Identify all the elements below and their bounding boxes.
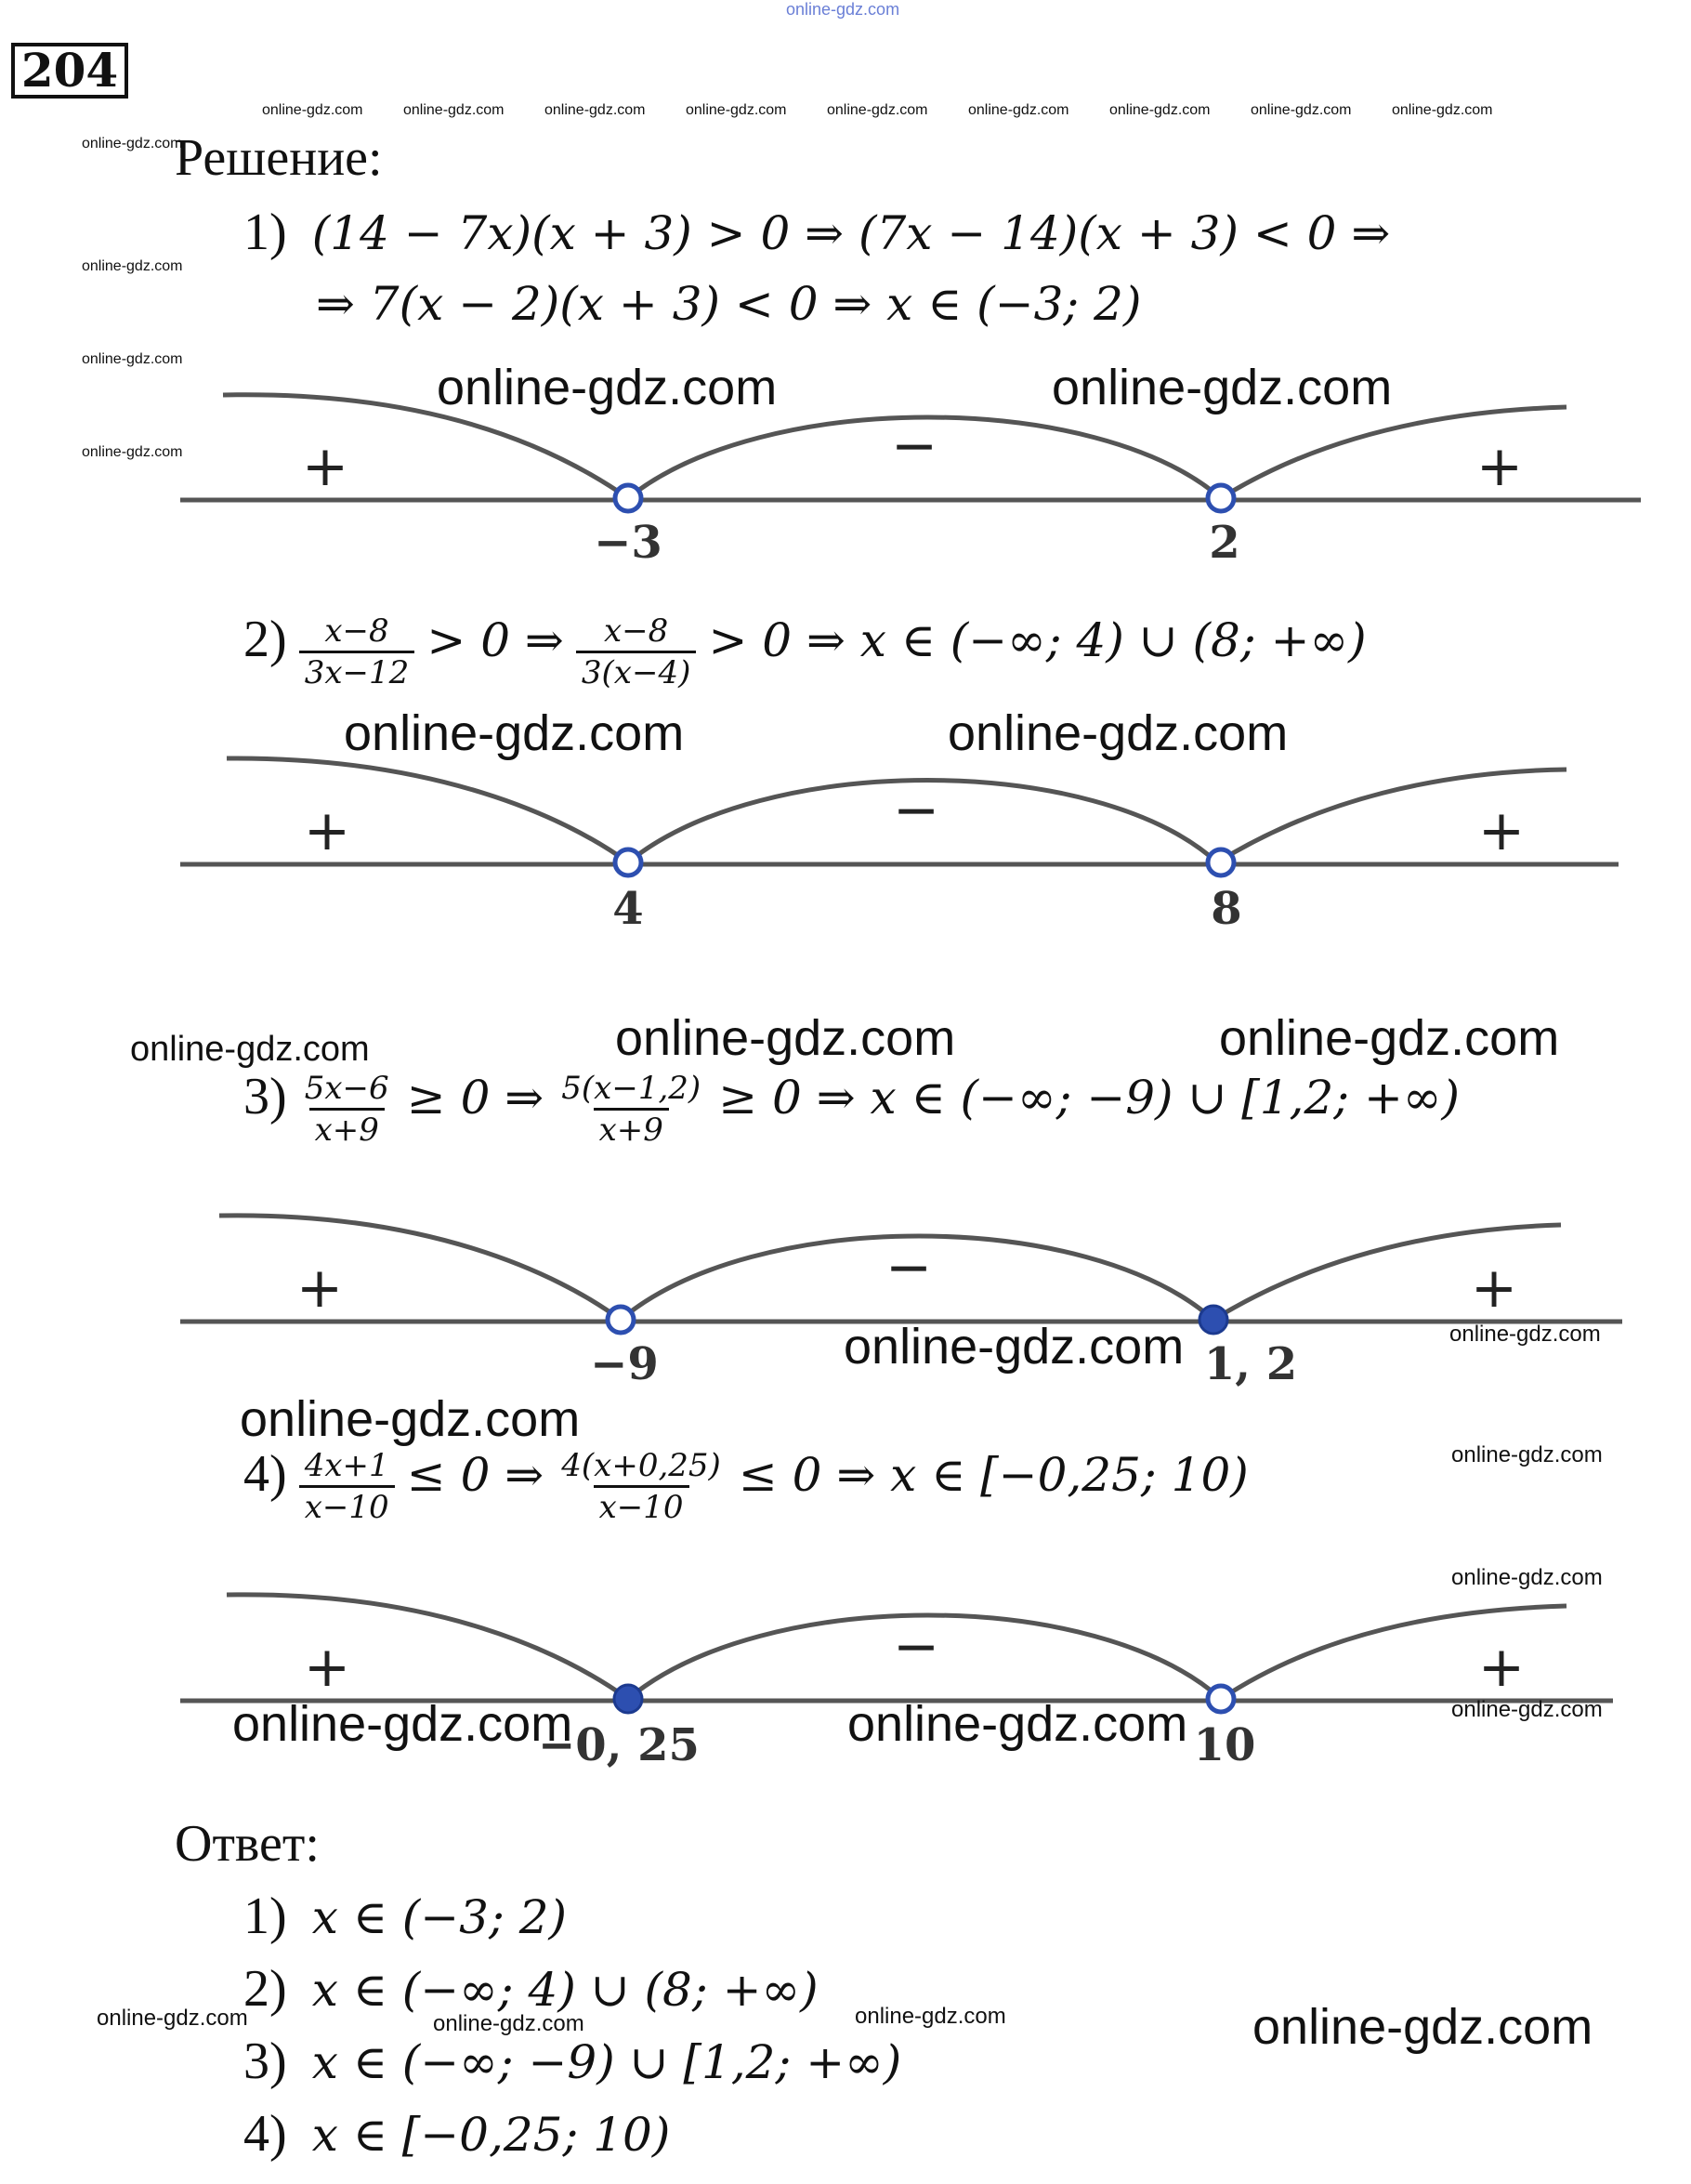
item-index: 2) xyxy=(243,611,287,668)
watermark: online-gdz.com xyxy=(82,136,183,151)
answer-2 xyxy=(243,1959,819,2019)
watermark: online-gdz.com xyxy=(437,360,778,415)
point-label: −3 xyxy=(594,517,662,569)
answer-text: x ∈ [−0,25; 10) xyxy=(311,2108,671,2162)
item-index: 1) xyxy=(243,204,287,261)
fraction xyxy=(299,1069,395,1150)
answer-index: 1) xyxy=(243,1888,287,1945)
sign-label: − xyxy=(892,1614,940,1679)
watermark: online-gdz.com xyxy=(1451,1565,1603,1590)
answer-4 xyxy=(243,2104,670,2164)
fraction xyxy=(299,1446,395,1527)
sign-label: + xyxy=(1477,1635,1526,1700)
sign-label: + xyxy=(303,1635,351,1700)
numerator: 5(x−1,2) xyxy=(561,1070,701,1107)
numerator: 4x+1 xyxy=(304,1447,389,1484)
solution-heading: Решение: xyxy=(175,129,383,187)
denominator: 3(x−4) xyxy=(576,651,696,692)
watermark: online-gdz.com xyxy=(847,1696,1188,1752)
sign-arc xyxy=(227,758,628,862)
numerator: x−8 xyxy=(603,612,669,650)
open-point xyxy=(608,1307,634,1333)
number-line-2 xyxy=(0,734,1691,939)
sign-label: + xyxy=(303,798,351,863)
denominator: x+9 xyxy=(594,1108,669,1150)
watermark: online-gdz.com xyxy=(433,2011,584,2036)
answer-text: x ∈ (−∞; 4) ∪ (8; +∞) xyxy=(311,1963,819,2017)
sign-label: + xyxy=(295,1256,344,1321)
watermark: online-gdz.com xyxy=(844,1319,1185,1375)
fraction xyxy=(556,1069,706,1150)
item-3 xyxy=(243,1067,1460,1150)
item-4 xyxy=(243,1444,1249,1527)
numerator: x−8 xyxy=(324,612,389,650)
fraction xyxy=(299,612,415,692)
numerator: 5x−6 xyxy=(304,1070,389,1107)
item-1 xyxy=(243,203,1390,262)
numerator: 4(x+0,25) xyxy=(561,1447,721,1484)
denominator: x−10 xyxy=(299,1485,395,1527)
watermark: online-gdz.com xyxy=(615,1010,956,1066)
point-label: −9 xyxy=(590,1338,659,1390)
item-index: 3) xyxy=(243,1068,287,1125)
watermark: online-gdz.com xyxy=(1392,102,1493,118)
item-1-line1: (14 − 7x)(x + 3) > 0 ⇒ (7x − 14)(x + 3) < 0 ⇒ xyxy=(311,206,1391,260)
relation: ≤ 0 ⇒ xyxy=(406,1448,544,1502)
watermark: online-gdz.com xyxy=(1451,1697,1603,1722)
item-index: 4) xyxy=(243,1445,287,1503)
watermark: online-gdz.com xyxy=(1109,102,1211,118)
watermark: online-gdz.com xyxy=(855,2004,1006,2029)
point-label: −0, 25 xyxy=(538,1719,700,1771)
top-watermark: online-gdz.com xyxy=(786,0,900,19)
item-3-result: ≥ 0 ⇒ x ∈ (−∞; −9) ∪ [1,2; +∞) xyxy=(718,1071,1461,1125)
watermark: online-gdz.com xyxy=(544,102,646,118)
answer-3 xyxy=(243,2032,901,2091)
answer-index: 2) xyxy=(243,1960,287,2018)
point-label: 4 xyxy=(612,883,644,935)
denominator: x+9 xyxy=(309,1108,385,1150)
point-label: 8 xyxy=(1211,883,1242,935)
number-line-1 xyxy=(0,372,1691,576)
item-2-result: > 0 ⇒ x ∈ (−∞; 4) ∪ (8; +∞) xyxy=(708,613,1367,667)
point-label: 2 xyxy=(1209,517,1240,569)
denominator: x−10 xyxy=(594,1485,689,1527)
watermark: online-gdz.com xyxy=(82,351,183,367)
sign-label: − xyxy=(890,414,938,479)
open-point xyxy=(615,485,641,511)
relation: ≥ 0 ⇒ xyxy=(406,1071,544,1125)
watermark: online-gdz.com xyxy=(403,102,505,118)
watermark: online-gdz.com xyxy=(1251,102,1352,118)
answer-index: 4) xyxy=(243,2105,287,2163)
denominator: 3x−12 xyxy=(299,651,415,692)
open-point xyxy=(615,849,641,875)
answer-heading: Ответ: xyxy=(175,1815,320,1873)
sign-arc xyxy=(227,1595,628,1699)
watermark: online-gdz.com xyxy=(344,705,685,761)
watermark: online-gdz.com xyxy=(948,705,1289,761)
watermark: online-gdz.com xyxy=(968,102,1069,118)
fraction xyxy=(576,612,696,692)
watermark: online-gdz.com xyxy=(97,2006,248,2031)
answer-1 xyxy=(243,1887,567,1946)
closed-point xyxy=(614,1685,642,1713)
sign-label: − xyxy=(885,1235,933,1300)
item-4-result: ≤ 0 ⇒ x ∈ [−0,25; 10) xyxy=(738,1448,1249,1502)
watermark: online-gdz.com xyxy=(686,102,787,118)
watermark: online-gdz.com xyxy=(240,1391,581,1447)
sign-label: − xyxy=(892,778,940,843)
sign-arc xyxy=(219,1216,621,1320)
open-point xyxy=(1208,1686,1234,1712)
watermark: online-gdz.com xyxy=(130,1030,370,1069)
sign-label: + xyxy=(301,434,349,499)
watermark: online-gdz.com xyxy=(827,102,928,118)
sign-label: + xyxy=(1477,798,1526,863)
point-label: 10 xyxy=(1193,1719,1256,1771)
sign-label: + xyxy=(1470,1256,1518,1321)
open-point xyxy=(1208,849,1234,875)
item-2 xyxy=(243,610,1367,692)
open-point xyxy=(1208,485,1234,511)
closed-point xyxy=(1199,1306,1227,1334)
sign-label: + xyxy=(1475,434,1524,499)
answer-text: x ∈ (−3; 2) xyxy=(311,1890,568,1944)
point-label: 1, 2 xyxy=(1203,1338,1298,1390)
watermark: online-gdz.com xyxy=(262,102,363,118)
answer-index: 3) xyxy=(243,2033,287,2090)
watermark: online-gdz.com xyxy=(1449,1322,1601,1347)
answer-text: x ∈ (−∞; −9) ∪ [1,2; +∞) xyxy=(311,2035,902,2089)
watermark: online-gdz.com xyxy=(1252,1999,1593,2055)
watermark: online-gdz.com xyxy=(232,1696,573,1752)
watermark: online-gdz.com xyxy=(82,444,183,460)
watermark: online-gdz.com xyxy=(1451,1442,1603,1467)
watermark: online-gdz.com xyxy=(1219,1010,1560,1066)
watermark: online-gdz.com xyxy=(82,258,183,274)
item-1-line2: ⇒ 7(x − 2)(x + 3) < 0 ⇒ x ∈ (−3; 2) xyxy=(316,277,1142,331)
relation: > 0 ⇒ xyxy=(426,613,564,667)
watermark: online-gdz.com xyxy=(1052,360,1393,415)
task-number: 204 xyxy=(11,43,128,99)
fraction xyxy=(556,1446,727,1527)
